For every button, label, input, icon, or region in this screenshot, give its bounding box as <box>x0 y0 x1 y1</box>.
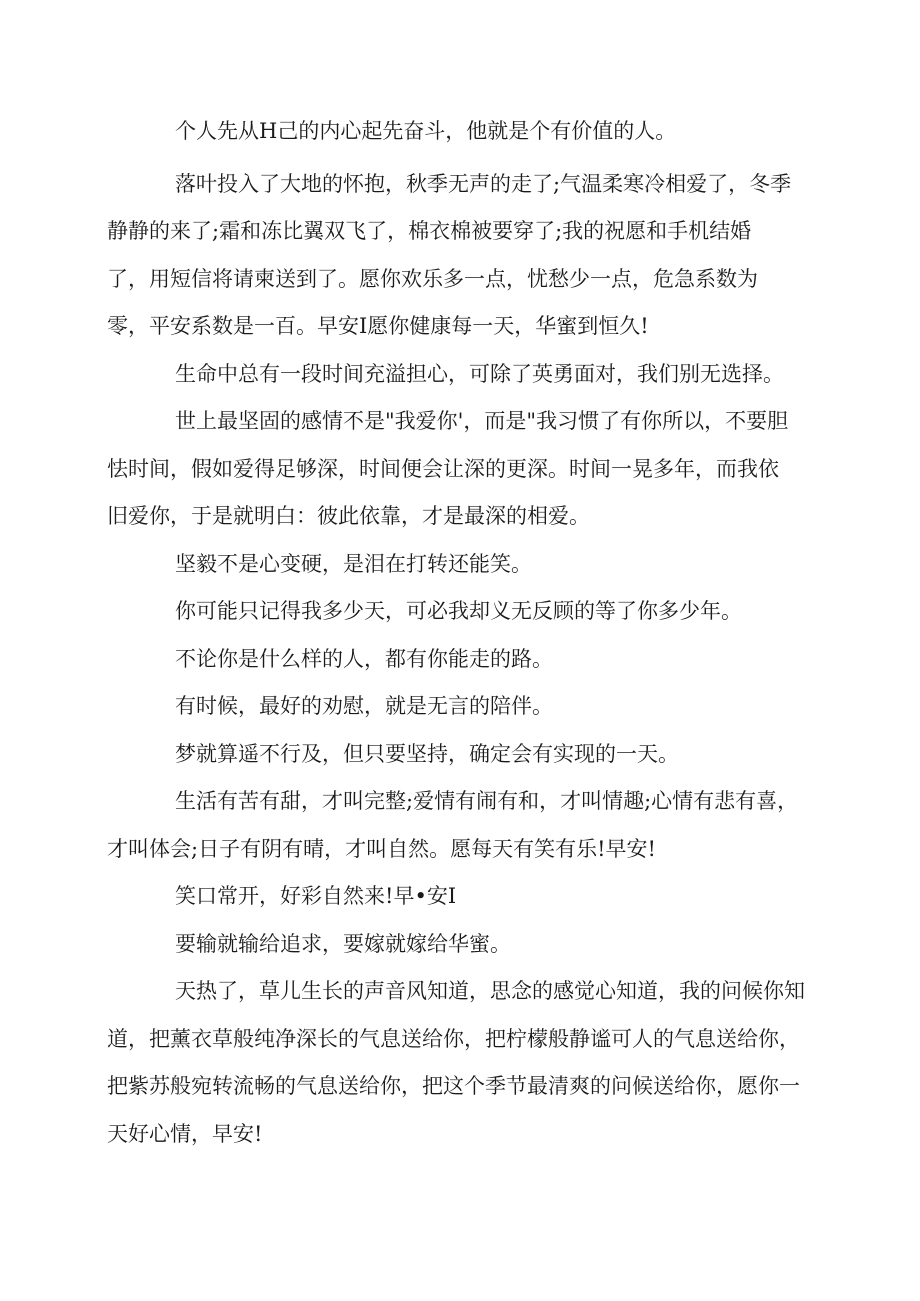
paragraph-line: 要输就输给追求，要嫁就嫁给华蜜。 <box>175 932 511 956</box>
paragraph-line: 天热了，草儿生长的声音风知道，思念的感觉心知道，我的问候你知 <box>175 979 805 1003</box>
paragraph-line: 世上最坚固的感情不是"我爱你'，而是"我习惯了有你所以，不要胆 <box>175 409 789 433</box>
paragraph-line: 静静的来了;霜和冻比翼双飞了，棉衣棉被要穿了;我的祝愿和手机结婚 <box>107 219 752 243</box>
paragraph-line: 道，把薰衣草般纯净深长的气息送给你，把柠檬般静谧可人的气息送给你， <box>107 1027 800 1051</box>
paragraph-line: 生命中总有一段时间充溢担心，可除了英勇面对，我们别无选择。 <box>175 362 784 386</box>
paragraph-line: 个人先从H己的内心起先奋斗，他就是个有价值的人。 <box>175 119 677 143</box>
paragraph-line: 怯时间，假如爱得足够深，时间便会让深的更深。时间一晃多年，而我依 <box>107 457 779 481</box>
paragraph-line: 了，用短信将请柬送到了。愿你欢乐多一点，忧愁少一点，危急系数为 <box>107 267 758 291</box>
paragraph-line: 不论你是什么样的人，都有你能走的路。 <box>175 647 553 671</box>
paragraph-line: 把紫苏般宛转流畅的气息送给你，把这个季节最清爽的问候送给你，愿你一 <box>107 1074 800 1098</box>
paragraph-line: 旧爱你，于是就明白：彼此依靠，才是最深的相爱。 <box>107 504 590 528</box>
paragraph-line: 梦就算遥不行及，但只要坚持，确定会有实现的一天。 <box>175 742 679 766</box>
paragraph-line: 零，平安系数是一百。早安I愿你健康每一天，华蜜到恒久! <box>107 314 649 338</box>
paragraph-line: 你可能只记得我多少天，可必我却义无反顾的等了你多少年。 <box>175 599 742 623</box>
paragraph-line: 生活有苦有甜，才叫完整;爱情有闹有和，才叫情趣;心情有悲有喜， <box>175 789 799 813</box>
paragraph-line: 坚毅不是心变硬，是泪在打转还能笑。 <box>175 552 532 576</box>
paragraph-line: 笑口常开，好彩自然来!早•安I <box>175 884 457 908</box>
paragraph-line: 才叫体会;日子有阴有晴，才叫自然。愿每天有笑有乐!早安! <box>107 837 656 861</box>
paragraph-line: 落叶投入了大地的怀抱，秋季无声的走了;气温柔寒冷相爱了，冬季 <box>175 172 792 196</box>
paragraph-line: 有时候，最好的劝慰，就是无言的陪伴。 <box>175 694 553 718</box>
paragraph-line: 天好心情，早安! <box>107 1122 263 1146</box>
